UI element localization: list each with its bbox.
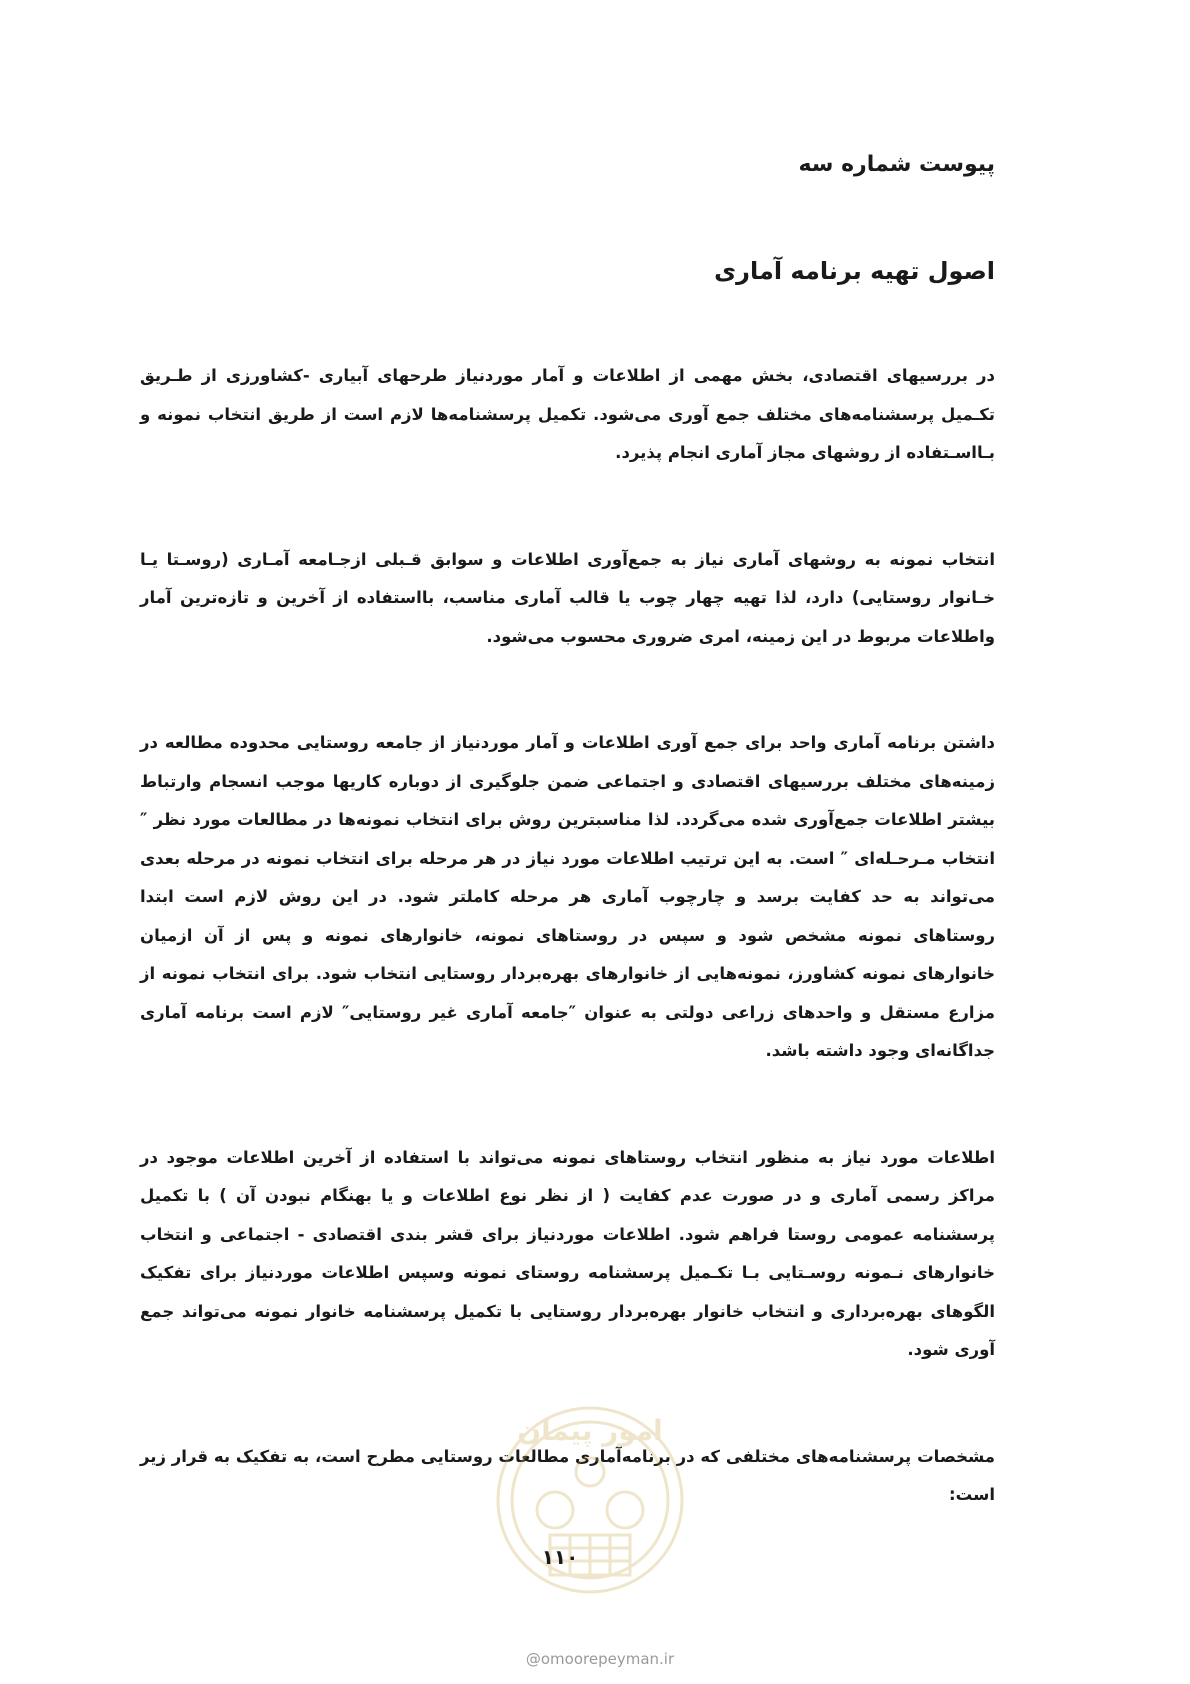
page-content (140, 145, 995, 1515)
paragraph-1: در بررسیهای اقتصادی، بخش مهمی از اطلاعات و آمار موردنیاز طرحهای آبیاری -کشاورزی از طـریق تکـمیل پرسشنامه‌های مختلف جمع آوری می‌شود. تکمیل پرسشنامه‌ها لازم است از طریق انتخاب نمونه و بـااسـتفاده از روشهای مجاز آماری انجام پذیرد. (140, 366, 995, 462)
paragraph-2: انتخاب نمونه به روشهای آماری نیاز به جمع‌آوری اطلاعات و سوابق قـبلی ازجـامعه آمـاری (روسـتا یـا خـانوار روستایی) دارد، لذا تهیه چهار چوب یا قالب آماری مناسب، بااستفاده از آخرین و تازه‌ترین آمار واطلاعات مربوط در این زمینه، امری ضروری محسوب می‌شود. (140, 549, 995, 646)
paragraph-4: اطلاعات مورد نیاز به منظور انتخاب روستاهای نمونه می‌تواند با استفاده از آخرین اطلاعات موجود در مراکز رسمی آماری و در صورت عدم کفایت ( از نظر نوع اطلاعات و یا بهنگام نبودن آن ) با تکمیل پرسشنامه عمومی روستا فراهم شود. اطلاعات موردنیاز برای قشر بندی اقتصادی - اجتماعی و انتخاب خانوارهای نـمونه روسـتایی بـا تکـمیل پرسشنامه روستای نمونه وسپس اطلاعات موردنیاز برای تفکیک الگوهای بهره‌برداری و انتخاب خانوار بهره‌بردار روستایی با تکمیل پرسشنامه خانوار نمونه می‌تواند جمع آوری شود. (140, 1147, 995, 1359)
site-url: @omoorepeyman.ir (525, 1650, 675, 1668)
paragraph-5: مشخصات پرسشنامه‌های مختلفی که در برنامه‌آماری مطالعات روستایی مطرح است، به تفکیک به قرار زیر است: (140, 1446, 995, 1504)
section-title: اصول تهیه برنامه آماری (714, 257, 995, 285)
page-number: ۱۱۰ (541, 1545, 579, 1569)
watermark-label: امور پیمان (517, 1414, 663, 1447)
paragraph-3: داشتن برنامه آماری واحد برای جمع آوری اطلاعات و آمار موردنیاز از جامعه روستایی محدوده مطالعه در زمینه‌های مختلف بررسیهای اقتصادی و اجتماعی ضمن جلوگیری از دوباره کاریها موجب انسجام وارتباط بیشتر اطلاعات جمع‌آوری شده می‌گردد. لذا مناسبترین روش برای انتخاب نمونه‌ها در مطالعات مورد نظر ″ انتخاب مـرحـله‌ای ″ است. به این ترتیب اطلاعات مورد نیاز در هر مرحله برای انتخاب نمونه در مرحله بعدی می‌تواند به حد کفایت برسد و چارچوب آماری هر مرحله کاملتر شود. در این روش لازم است ابتدا روستاهای نمونه مشخص شود و سپس در روستاهای نمونه، خانوارهای نمونه و پس از آن ازمیان خانوارهای نمونه کشاورز، نمونه‌هایی از خانوارهای بهره‌بردار روستایی انتخاب شود. برای انتخاب نمونه از مزارع مستقل و واحدهای زراعی دولتی به عنوان ″جامعه آماری غیر روستایی″ لازم است برنامه آماری جداگانه‌ای وجود داشته باشد. (140, 733, 995, 1060)
appendix-title: پیوست شماره سه (798, 152, 995, 177)
